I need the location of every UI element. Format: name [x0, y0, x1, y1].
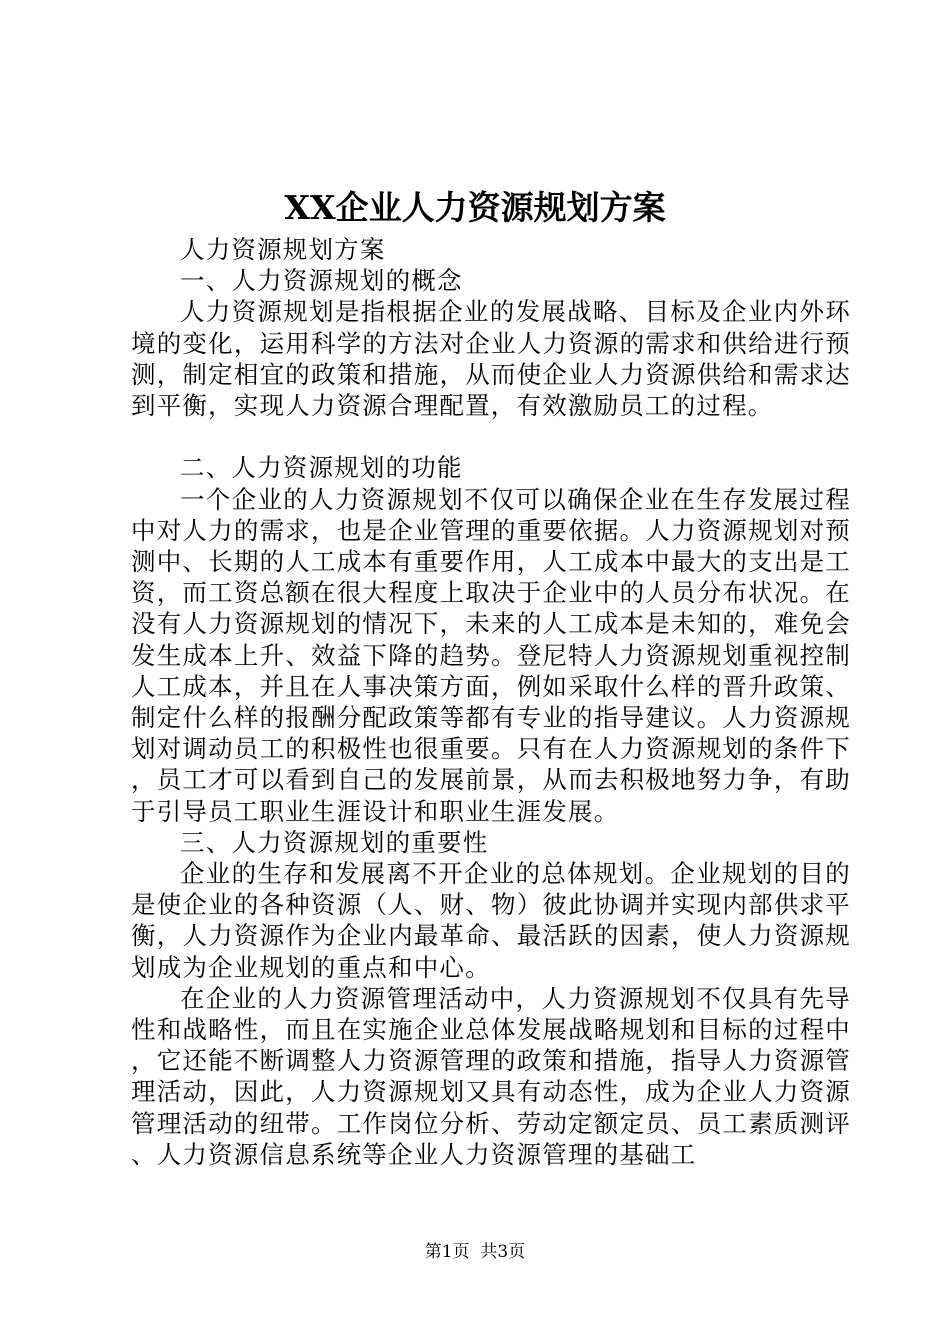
paragraph-importance-1: 企业的生存和发展离不开企业的总体规划。企业规划的目的是使企业的各种资源（人、财、物）彼此协调并实现内部供求平衡，人力资源作为企业内最革命、最活跃的因素，使人力资源规划成为企业规划的重点和中心。 — [131, 859, 851, 982]
paragraph-spacer — [131, 421, 851, 452]
section-heading-concept: 一、人力资源规划的概念 — [180, 266, 463, 296]
document-title: XX企业人力资源规划方案 — [284, 188, 666, 227]
page-footer: 第1页 共3页 — [424, 1242, 526, 1262]
paragraph-function: 一个企业的人力资源规划不仅可以确保企业在生存发展过程中对人力的需求，也是企业管理的重要依据。人力资源规划对预测中、长期的人工成本有重要作用，人工成本中最大的支出是工资，而工资总额在很大程度上取决于企业中的人员分布状况。在没有人力资源规划的情况下，未来的人工成本是未知的，难免会发生成本上升、效益下降的趋势。登尼特人力资源规划重视控制人工成本，并且在人事决策方面，例如采取什么样的晋升政策、制定什么样的报酬分配政策等都有专业的指导建议。人力资源规划对调动员工的积极性也很重要。只有在人力资源规划的条件下，员工才可以看到自己的发展前景，从而去积极地努力争，有助于引导员工职业生涯设计和职业生涯发展。 — [131, 484, 851, 826]
paragraph-plan-heading: 人力资源规划方案 — [180, 235, 386, 264]
paragraph-importance-2: 在企业的人力资源管理活动中，人力资源规划不仅具有先导性和战略性，而且在实施企业总体发展战略规划和目标的过程中，它还能不断调整人力资源管理的政策和措施，指导人力资源管理活动，因此，人力资源规划又具有动态性，成为企业人力资源管理活动的纽带。工作岗位分析、劳动定额定员、员工素质测评、人力资源信息系统等企业人力资源管理的基础工 — [131, 983, 851, 1169]
paragraph-concept: 人力资源规划是指根据企业的发展战略、目标及企业内外环境的变化，运用科学的方法对企业人力资源的需求和供给进行预测，制定相宜的政策和措施，从而使企业人力资源供给和需求达到平衡，实现人力资源合理配置，有效激励员工的过程。 — [131, 297, 851, 421]
section-heading-importance: 三、人力资源规划的重要性 — [180, 827, 489, 857]
section-heading-function: 二、人力资源规划的功能 — [180, 453, 463, 483]
document-body — [131, 234, 851, 1170]
